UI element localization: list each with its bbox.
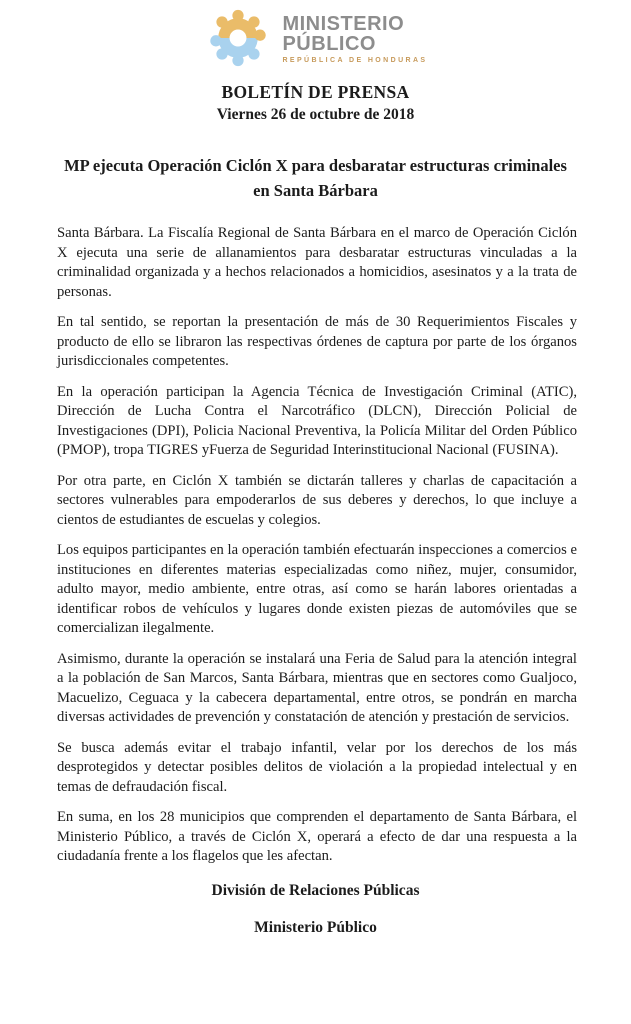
article-title: MP ejecuta Operación Ciclón X para desbaratar estructuras criminales en Santa Bárbara [64, 156, 567, 200]
people-circle-emblem-icon [203, 7, 273, 69]
body-paragraph: En tal sentido, se reportan la presentación de más de 30 Requerimientos Fiscales y producto de ello se libraron las respectivas órdenes de captura por parte de los órganos jurisdiccionales competentes. [57, 314, 577, 369]
ministerio-publico-logo [0, 7, 631, 69]
body-paragraph: En la operación participan la Agencia Técnica de Investigación Criminal (ATIC), Dirección de Lucha Contra el Narcotráfico (DLCN), Dirección Policial de Investigaciones (DPI), Policia Nacional Preventiva, la Policía Militar del Orden Público (PMOP), tropa TIGRES yFuerza de Seguridad Interinstitucional Nacional (FUSINA). [57, 383, 577, 458]
body-paragraph: En suma, en los 28 municipios que comprenden el departamento de Santa Bárbara, el Ministerio Público, a través de Ciclón X, operará a efecto de dar una respuesta a la ciudadanía frente a los flagelos que les afectan. [57, 809, 577, 864]
footer-division: División de Relaciones Públicas [211, 881, 420, 899]
body-paragraph: Por otra parte, en Ciclón X también se dictarán talleres y charlas de capacitación a sectores vulnerables para empoderarlos de sus deberes y derechos, lo que incluye a cientos de estudiantes de escuelas y colegios. [57, 472, 577, 528]
body-paragraph: Asimismo, durante la operación se instalará una Feria de Salud para la atención integral a la población de San Marcos, Santa Bárbara, mientras que en sectores como Gualjoco, Macuelizo, Ceguaca y la cabecera departamental, entre otros, se pondrán en marcha diversas actividades de prevención y constatación de atención y prestación de servicios. [57, 650, 577, 725]
logo-title-line2: PÚBLICO [282, 32, 376, 55]
logo-subtitle: REPÚBLICA DE HONDURAS [282, 57, 428, 65]
body-paragraph: Se busca además evitar el trabajo infantil, velar por los derechos de los más desprotegidos y detectar posibles delitos de violación a la propiedad intelectual y en temas de defraudación fiscal. [57, 739, 577, 795]
body-paragraph: Los equipos participantes en la operación también efectuarán inspecciones a comercios e instituciones en diferentes materias especializadas como niñez, mujer, consumidor, adulto mayor, medio ambiente, entre otras, así como se harán labores orientadas a identificar robos de vehículos y lugares donde existen piezas de automóviles que se comercializan ilegalmente. [57, 542, 577, 636]
bulletin-title: BOLETÍN DE PRENSA [221, 82, 410, 102]
body-paragraph: Santa Bárbara. La Fiscalía Regional de Santa Bárbara en el marco de Operación Ciclón X ejecuta una serie de allanamientos para desbaratar estructuras vinculadas a la criminalidad organizada y a hechos relacionados a homicidios, asesinatos y a la trata de personas. [57, 225, 577, 300]
footer-institution: Ministerio Público [254, 918, 377, 936]
article-body [57, 224, 577, 867]
logo-wordmark [282, 12, 427, 64]
logo-title-line1: MINISTERIO [282, 12, 405, 35]
bulletin-date: Viernes 26 de octubre de 2018 [216, 106, 415, 123]
